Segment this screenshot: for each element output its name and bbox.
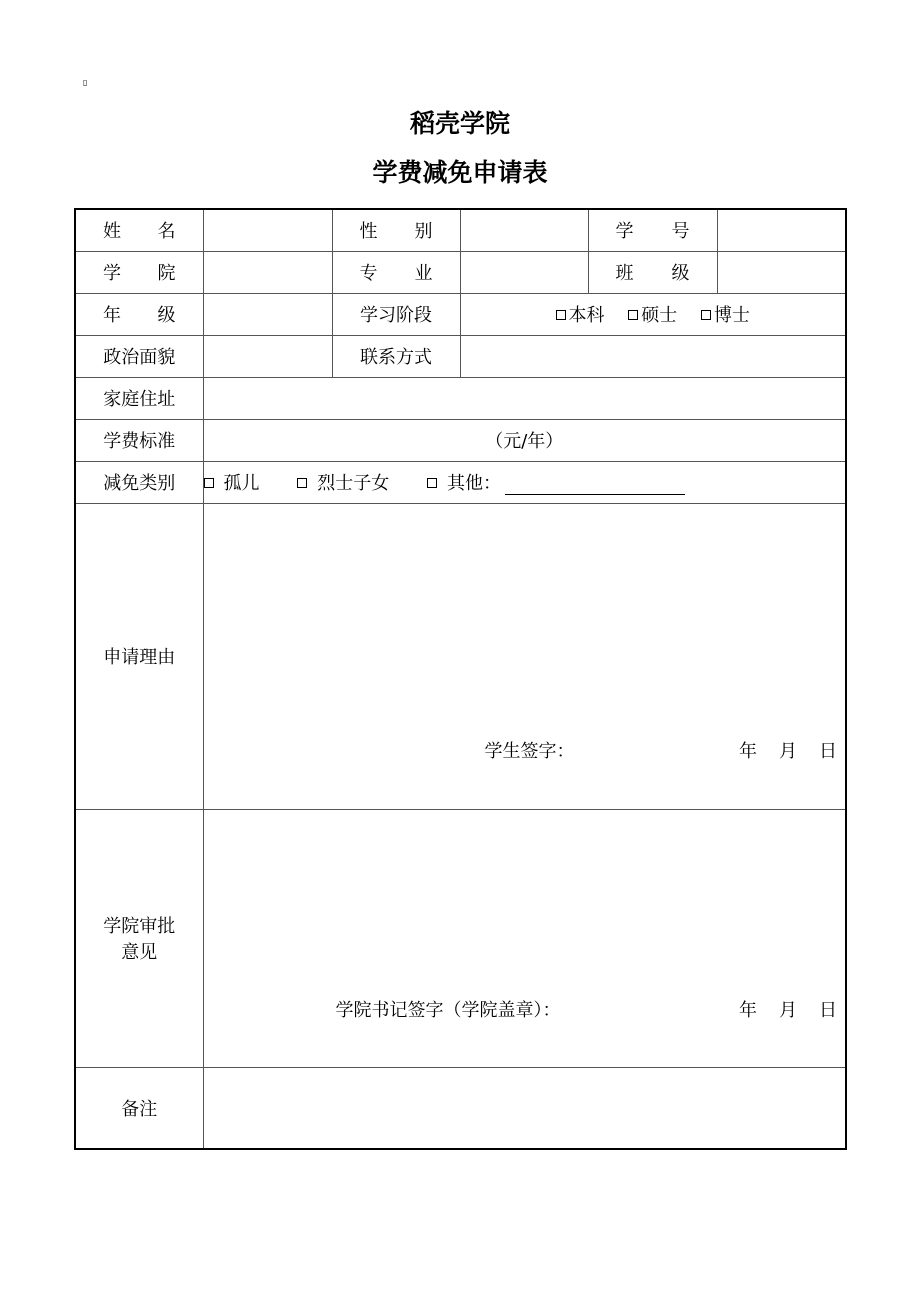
reason-field[interactable] [203,503,846,809]
label-tuition-standard: 学费标准 [75,419,203,461]
study-level-options [460,293,846,335]
label-major: 专 业 [332,251,460,293]
major-field[interactable] [460,251,588,293]
label-college: 学 院 [75,251,203,293]
option-martyr-child[interactable]: 烈士子女 [297,473,389,494]
student-signature-label: 学生签字： [484,740,575,762]
label-contact: 联系方式 [332,335,460,377]
secretary-signature-label: 学院书记签字（学院盖章）： [335,999,561,1021]
label-remarks: 备注 [75,1067,203,1149]
institution-title: 稻壳学院 [409,109,510,138]
row-remarks [75,1067,846,1149]
political-status-field[interactable] [203,335,332,377]
label-college-opinion: 学院审批 意见 [75,809,203,1067]
corner-mark: ▯ [83,78,88,87]
label-home-address: 家庭住址 [75,377,203,419]
tuition-field[interactable] [203,419,846,461]
college-field[interactable] [203,251,332,293]
college-opinion-field[interactable] [203,809,846,1067]
option-other[interactable]: 其他： [427,473,501,494]
remarks-field[interactable] [203,1067,846,1149]
contact-field[interactable] [460,335,846,377]
checkbox-icon[interactable] [628,310,638,320]
label-student-id: 学 号 [588,209,717,251]
label-political-status: 政治面貌 [75,335,203,377]
gender-field[interactable] [460,209,588,251]
row-address [75,377,846,419]
option-master[interactable]: 硕士 [628,305,677,326]
label-study-level: 学习阶段 [332,293,460,335]
label-exemption-type: 减免类别 [75,461,203,503]
student-id-field[interactable] [717,209,846,251]
label-class: 班 级 [588,251,717,293]
class-field[interactable] [717,251,846,293]
row-political-contact [75,335,846,377]
checkbox-icon[interactable] [701,310,711,320]
row-tuition [75,419,846,461]
label-reason: 申请理由 [75,503,203,809]
checkbox-icon[interactable] [204,478,214,488]
checkbox-icon[interactable] [556,310,566,320]
option-doctorate[interactable]: 博士 [701,305,750,326]
option-undergraduate[interactable]: 本科 [556,305,605,326]
row-basic-info [75,209,846,251]
option-orphan[interactable]: 孤儿 [204,473,260,494]
reason-date: 年 月 日 [739,740,837,762]
exemption-options [203,461,846,503]
name-field[interactable] [203,209,332,251]
row-college-opinion [75,809,846,1067]
checkbox-icon[interactable] [297,478,307,488]
tuition-unit: （元/年） [485,431,564,452]
opinion-date: 年 月 日 [739,999,837,1021]
row-college-info [75,251,846,293]
home-address-field[interactable] [203,377,846,419]
other-reason-input[interactable] [505,474,685,495]
application-form-table [74,208,847,1150]
row-reason [75,503,846,809]
row-exemption-type [75,461,846,503]
label-name: 姓 名 [75,209,203,251]
row-grade-level [75,293,846,335]
form-title: 学费减免申请表 [372,158,548,187]
label-gender: 性 别 [332,209,460,251]
label-grade: 年 级 [75,293,203,335]
checkbox-icon[interactable] [427,478,437,488]
grade-field[interactable] [203,293,332,335]
